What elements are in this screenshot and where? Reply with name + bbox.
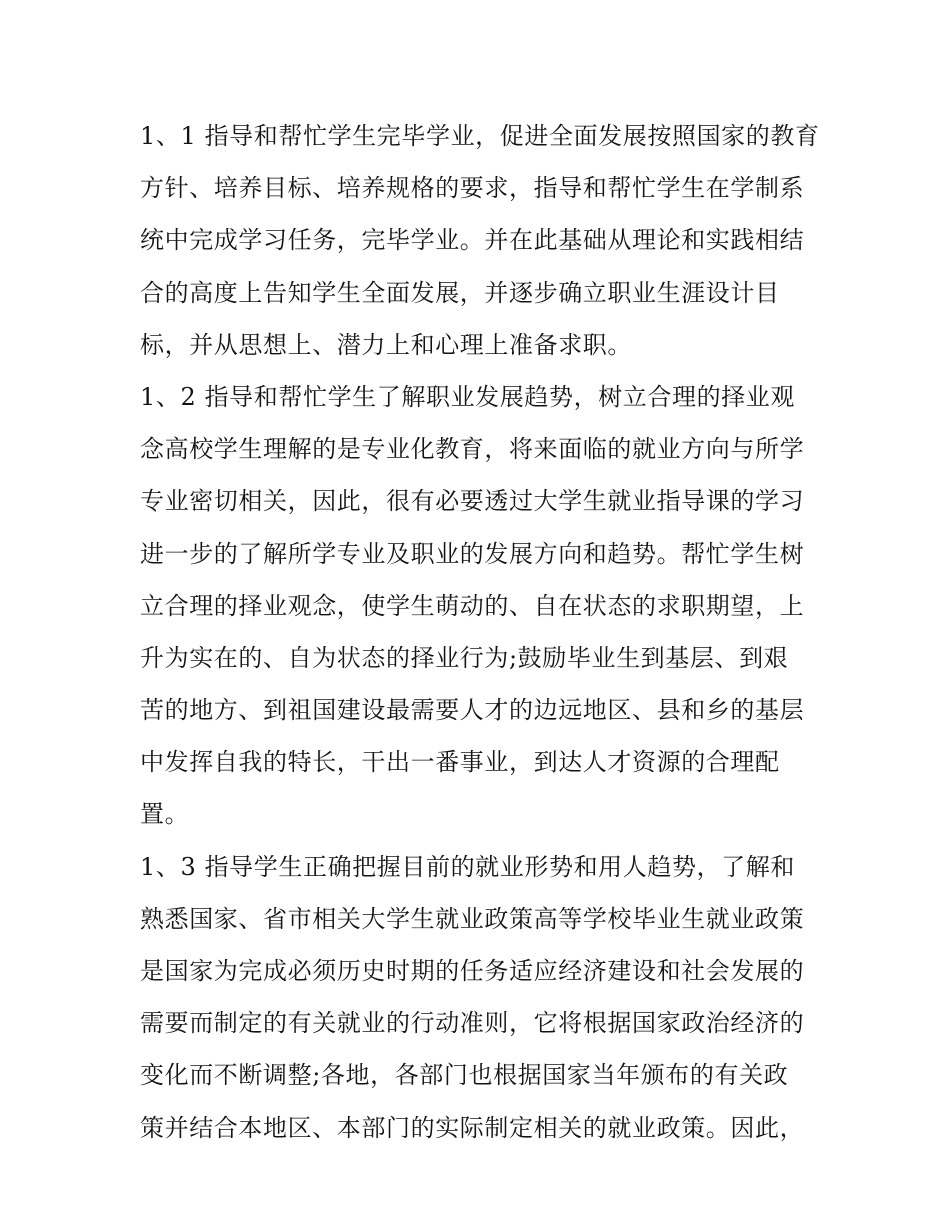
text-line: 策并结合本地区、本部门的实际制定相关的就业政策。因此， [140,1113,805,1142]
text-line: 立合理的择业观念，使学生萌动的、自在状态的求职期望，上 [140,591,805,620]
text-line: 苦的地方、到祖国建设最需要人才的边远地区、县和乡的基层 [140,696,805,725]
text-line: 进一步的了解所学专业及职业的发展方向和趋势。帮忙学生树 [140,539,805,568]
text-line: 升为实在的、自为状态的择业行为;鼓励毕业生到基层、到艰 [140,643,789,672]
text-line: 变化而不断调整;各地，各部门也根据国家当年颁布的有关政 [140,1061,789,1090]
text-line: 标，并从思想上、潜力上和心理上准备求职。 [140,330,632,359]
text-line: 统中完成学习任务，完毕学业。并在此基础从理论和实践相结 [140,226,805,255]
text-line: 念高校学生理解的是专业化教育，将来面临的就业方向与所学 [140,435,805,464]
text-line: 1、3 指导学生正确把握目前的就业形势和用人趋势，了解和 [140,852,795,881]
text-line: 方针、培养目标、培养规格的要求，指导和帮忙学生在学制系 [140,174,805,203]
text-line: 中发挥自我的特长，干出一番事业，到达人才资源的合理配 [140,748,780,777]
text-line: 需要而制定的有关就业的行动准则，它将根据国家政治经济的 [140,1009,805,1038]
text-line: 置。 [140,800,190,829]
text-line: 是国家为完成必须历史时期的任务适应经济建设和社会发展的 [140,957,805,985]
text-line: 1、1 指导和帮忙学生完毕学业，促进全面发展按照国家的教育 [140,122,820,150]
text-line: 熟悉国家、省市相关大学生就业政策高等学校毕业生就业政策 [140,904,805,933]
text-line: 合的高度上告知学生全面发展，并逐步确立职业生涯设计目 [140,278,780,307]
text-line: 专业密切相关，因此，很有必要透过大学生就业指导课的学习 [140,487,805,516]
document-body [140,110,820,1154]
text-line: 1、2 指导和帮忙学生了解职业发展趋势，树立合理的择业观 [140,382,795,411]
